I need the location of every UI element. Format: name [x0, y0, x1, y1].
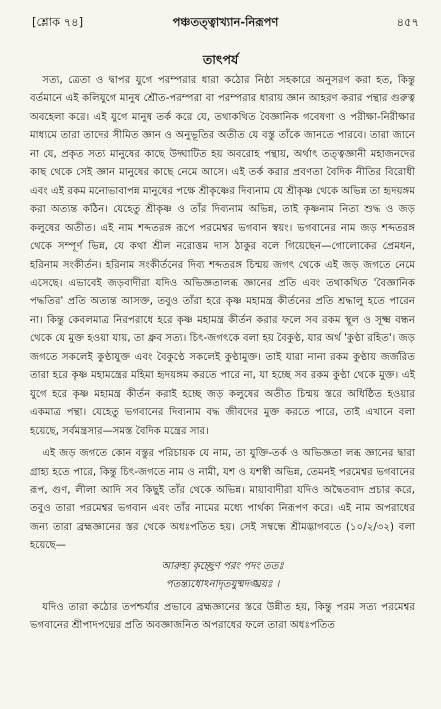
purport-paragraph-2: এই জড় জগতে কোন বস্তুর পরিচায়ক যে নাম, তা যুক্তি-তর্ক ও অভিজ্ঞতা লব্ধ জ্ঞানের দ্বারা গ্রাহ্য হতে পারে, কিন্তু চিৎ-জগতে নাম ও নামী, যশ ও যশস্বী অভিন্ন, তেমনই পরমেশ্বর ভগবানের রূপ, গুণ, লীলা আদি সব কিছুই তাঁর থেকে অভিন্ন। মায়াবাদীরা যদিও অদ্বৈতবাদ প্রচার করে, তবুও তারা পরমেশ্বর ভগবান এবং তাঁর নামের মধ্যে পার্থক্য নিরূপণ করে। এই নাম অপরাধের জন্য তারা ব্রহ্মজ্ঞানের স্তর থেকে অধঃপতিত হয়। সেই সম্বন্ধে শ্রীমদ্ভাগবতে (১০/২/৩২) বলা হয়েছে—	[30, 448, 415, 552]
verse-reference: [শ্লোক ৭৪]	[32, 15, 84, 29]
section-title: তাৎপর্য	[202, 52, 239, 67]
body-text	[30, 72, 415, 636]
sanskrit-verse	[30, 558, 415, 595]
purport-paragraph-1: সত্য, ত্রেতা ও দ্বাপর যুগে পরম্পরার ধারা কঠোর নিষ্ঠা সহকারে অনুসরণ করা হত, কিন্তু বর্তমানে এই কলিযুগে মানুষ শ্রৌত-পরম্পরা বা পরম্পরার ধারায় জ্ঞান আহরণ করার পন্থার গুরুত্ব অবহেলা করে। এই যুগে মানুষ তর্ক করে যে, তথাকথিত বৈজ্ঞানিক গবেষণা ও পরীক্ষা-নিরীক্ষার মাধ্যমে তারা তাদের সীমিত জ্ঞান ও অনুভূতির অতীত যে বস্তু তাঁকে জানতে পারবে। তারা জানে না যে, প্রকৃত সত্য মানুষের কাছে উদ্ঘাটিত হয় অবরোহ পন্থায়, অর্থাৎ তত্ত্বজ্ঞানী মহাজনদের কাছ থেকে সেই জ্ঞান মানুষের কাছে নেমে আসে। এই তর্ক করার প্রবণতা বৈদিক নীতির বিরোধী এবং এই রকম মনোভাবাপন্ন মানুষের পক্ষে শ্রীকৃষ্ণের দিব্যনাম যে শ্রীকৃষ্ণ থেকে অভিন্ন তা হৃদয়ঙ্গম করা অত্যন্ত কঠিন। যেহেতু শ্রীকৃষ্ণ ও তাঁর দিব্যনাম অভিন্ন, তাই কৃষ্ণনাম নিত্য শুদ্ধ ও জড় কলুষের অতীত। এই নাম শব্দতরঙ্গ রূপে পরমেশ্বর ভগবান স্বয়ং। ভগবানের নাম জড় শব্দতরঙ্গ থেকে সম্পূর্ণ ভিন্ন, যে কথা শ্রীল নরোত্তম দাস ঠাকুর বলে গিয়েছেন—গোলোকের প্রেমধন, হরিনাম সংকীর্তন। হরিনাম সংকীর্তনের দিব্য শব্দতরঙ্গ চিন্ময় জগৎ থেকে এই জড় জগতে নেমে এসেছে। এভাবেই জড়বাদীরা যদিও অভিজ্ঞতালব্ধ জ্ঞানের প্রতি এবং তথাকথিত 'বৈজ্ঞানিক পদ্ধতির' প্রতি অত্যন্ত আসক্ত, তবুও তাঁরা হরে কৃষ্ণ মহামন্ত্র কীর্তনের প্রতি শ্রদ্ধালু হতে পারেন না। কিন্তু কেবলমাত্র নিরপরাধে হরে কৃষ্ণ মহামন্ত্র কীর্তন করার ফলে সব রকম স্থূল ও সূক্ষ্ম বন্ধন থেকে যে মুক্ত হওয়া যায়, তা ধ্রুব সত্য। চিৎ-জগৎকে বলা হয় বৈকুণ্ঠ, যার অর্থ 'কুণ্ঠা রহিত'। জড় জগতে সকলেই কুণ্ঠাযুক্ত এবং বৈকুণ্ঠে সকলেই কুণ্ঠামুক্ত। তাই যারা নানা রকম কুণ্ঠায় জর্জরিত তারা হরে কৃষ্ণ মহামন্ত্রের মহিমা হৃদয়ঙ্গম করতে পারে না, যা হচ্ছে সব রকম কুণ্ঠা থেকে মুক্ত। এই যুগে হরে কৃষ্ণ মহামন্ত্র কীর্তন করাই হচ্ছে জড় কলুষের অতীত চিন্ময় স্তরে অধিষ্ঠিত হওয়ার একমাত্র পন্থা। যেহেতু ভগবানের দিব্যনাম বদ্ধ জীবদের মুক্ত করতে পারে, তাই এখানে বলা হয়েছে, সর্বমন্ত্রসার—সমস্ত বৈদিক মন্ত্রের সার।	[30, 75, 415, 437]
verse-line-1: আরুহ্য কৃচ্ছ্রেণ পরং পদং ততঃ	[161, 560, 284, 572]
chapter-title: পঞ্চতত্ত্বাখ্যান-নিরূপণ	[172, 15, 279, 29]
verse-line-2: পতন্ত্যধোঽনাদৃতযুষ্মদঙ্ঘ্রয়ঃ ।	[165, 579, 280, 591]
running-header	[32, 14, 419, 32]
closing-paragraph: যদিও তারা কঠোর তপশ্চর্যার প্রভাবে ব্রহ্মজ্ঞানের স্তরে উন্নীত হয়, কিন্তু পরম সত্য পরমেশ্বর ভগবানের শ্রীপাদপদ্মের প্রতি অবজ্ঞাজনিত অপরাধের ফলে তারা অধঃপতিত	[30, 601, 415, 632]
page-number: ৪৫৭	[396, 15, 419, 29]
